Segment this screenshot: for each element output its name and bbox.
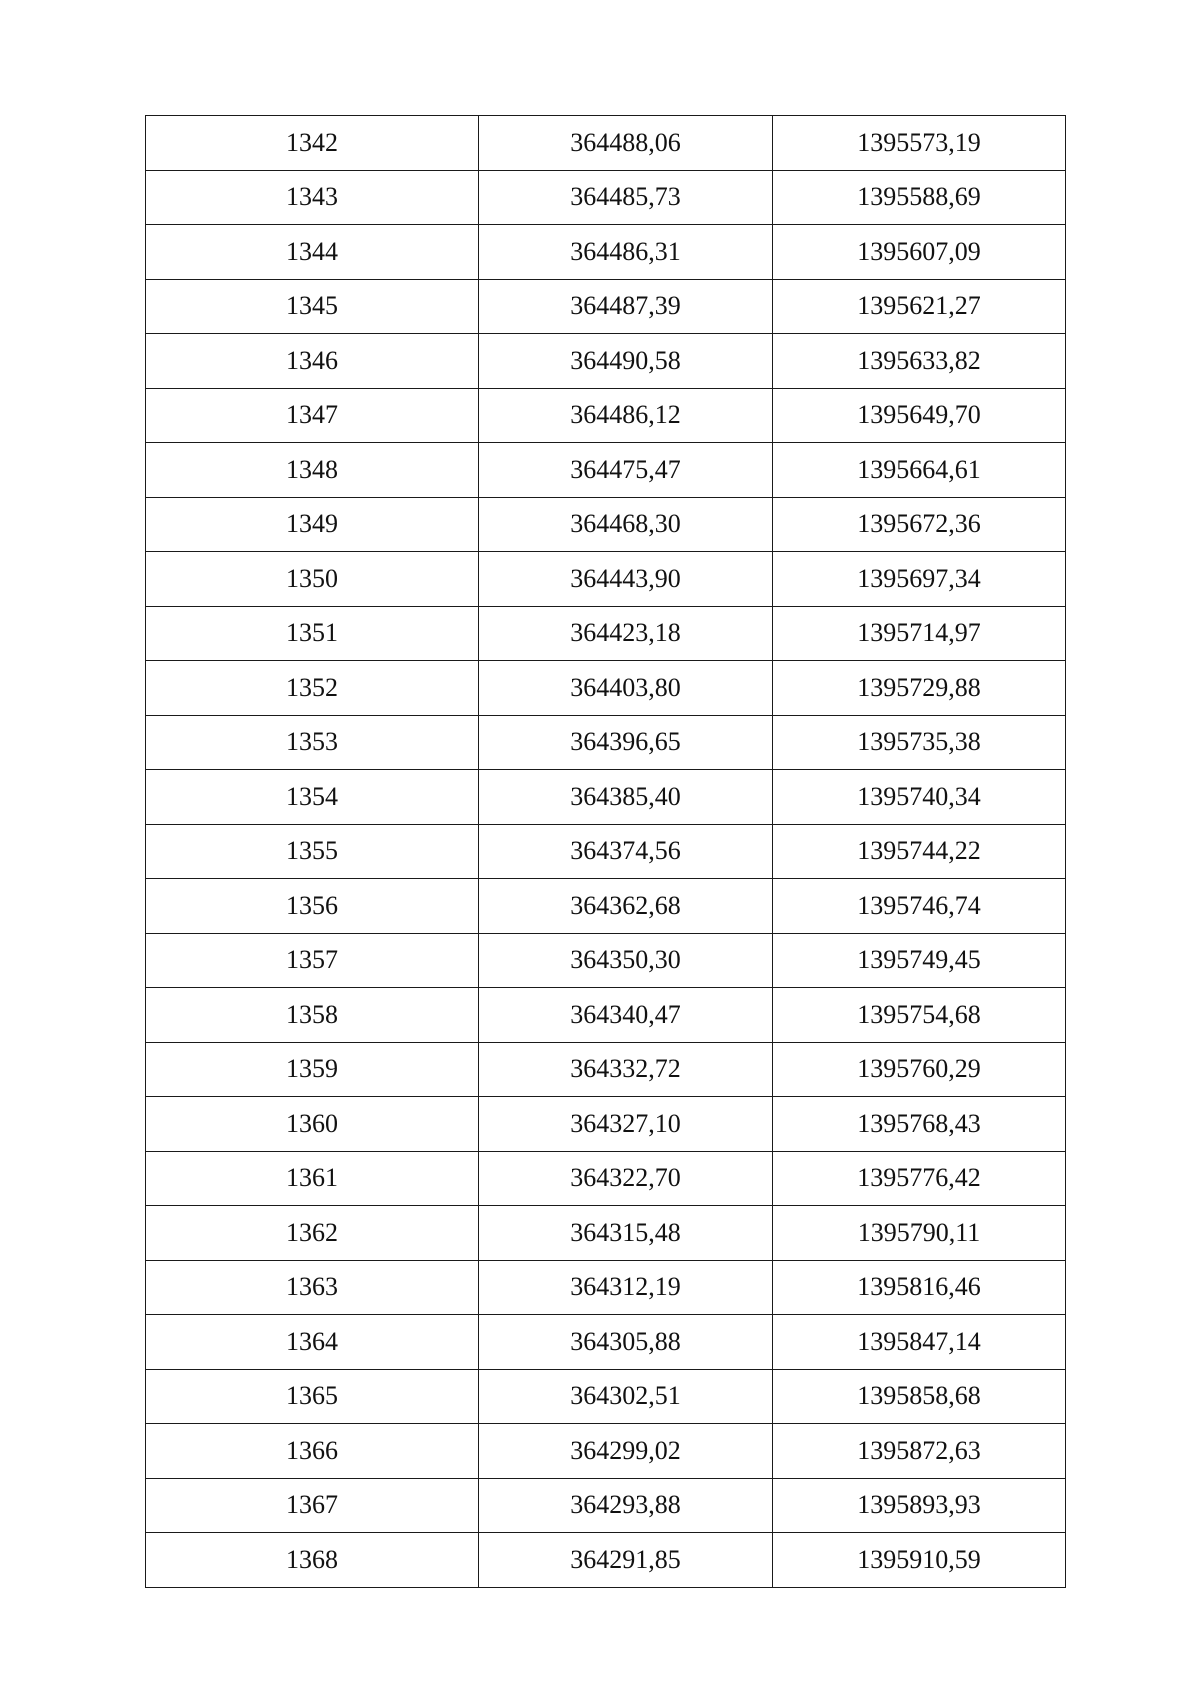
point-number-cell: 1368 <box>146 1533 479 1588</box>
x-coordinate-cell: 364487,39 <box>479 279 773 334</box>
point-number-cell: 1361 <box>146 1151 479 1206</box>
point-number-cell: 1358 <box>146 988 479 1043</box>
table-row <box>146 1533 1066 1588</box>
table-row <box>146 170 1066 225</box>
table-row <box>146 1260 1066 1315</box>
y-coordinate-cell: 1395672,36 <box>773 497 1066 552</box>
table-row <box>146 225 1066 280</box>
table-row <box>146 1424 1066 1479</box>
table-row <box>146 879 1066 934</box>
table-row <box>146 770 1066 825</box>
table-row <box>146 279 1066 334</box>
point-number-cell: 1353 <box>146 715 479 770</box>
y-coordinate-cell: 1395847,14 <box>773 1315 1066 1370</box>
table-row <box>146 1478 1066 1533</box>
point-number-cell: 1350 <box>146 552 479 607</box>
y-coordinate-cell: 1395754,68 <box>773 988 1066 1043</box>
table-row <box>146 1042 1066 1097</box>
y-coordinate-cell: 1395735,38 <box>773 715 1066 770</box>
table-row <box>146 1206 1066 1261</box>
y-coordinate-cell: 1395649,70 <box>773 388 1066 443</box>
point-number-cell: 1346 <box>146 334 479 389</box>
x-coordinate-cell: 364385,40 <box>479 770 773 825</box>
y-coordinate-cell: 1395729,88 <box>773 661 1066 716</box>
x-coordinate-cell: 364332,72 <box>479 1042 773 1097</box>
y-coordinate-cell: 1395749,45 <box>773 933 1066 988</box>
x-coordinate-cell: 364423,18 <box>479 606 773 661</box>
x-coordinate-cell: 364291,85 <box>479 1533 773 1588</box>
point-number-cell: 1345 <box>146 279 479 334</box>
y-coordinate-cell: 1395790,11 <box>773 1206 1066 1261</box>
x-coordinate-cell: 364486,12 <box>479 388 773 443</box>
table-row <box>146 116 1066 171</box>
coordinates-table-body <box>146 116 1066 1588</box>
table-row <box>146 497 1066 552</box>
y-coordinate-cell: 1395816,46 <box>773 1260 1066 1315</box>
point-number-cell: 1348 <box>146 443 479 498</box>
point-number-cell: 1351 <box>146 606 479 661</box>
x-coordinate-cell: 364486,31 <box>479 225 773 280</box>
y-coordinate-cell: 1395746,74 <box>773 879 1066 934</box>
y-coordinate-cell: 1395633,82 <box>773 334 1066 389</box>
point-number-cell: 1352 <box>146 661 479 716</box>
table-row <box>146 552 1066 607</box>
point-number-cell: 1349 <box>146 497 479 552</box>
x-coordinate-cell: 364315,48 <box>479 1206 773 1261</box>
table-row <box>146 1369 1066 1424</box>
point-number-cell: 1343 <box>146 170 479 225</box>
x-coordinate-cell: 364299,02 <box>479 1424 773 1479</box>
point-number-cell: 1356 <box>146 879 479 934</box>
y-coordinate-cell: 1395760,29 <box>773 1042 1066 1097</box>
table-row <box>146 334 1066 389</box>
y-coordinate-cell: 1395740,34 <box>773 770 1066 825</box>
point-number-cell: 1355 <box>146 824 479 879</box>
x-coordinate-cell: 364362,68 <box>479 879 773 934</box>
table-row <box>146 388 1066 443</box>
table-row <box>146 661 1066 716</box>
point-number-cell: 1344 <box>146 225 479 280</box>
x-coordinate-cell: 364396,65 <box>479 715 773 770</box>
x-coordinate-cell: 364302,51 <box>479 1369 773 1424</box>
point-number-cell: 1367 <box>146 1478 479 1533</box>
x-coordinate-cell: 364350,30 <box>479 933 773 988</box>
point-number-cell: 1354 <box>146 770 479 825</box>
table-row <box>146 1097 1066 1152</box>
y-coordinate-cell: 1395664,61 <box>773 443 1066 498</box>
coordinates-table <box>145 115 1066 1588</box>
table-row <box>146 988 1066 1043</box>
y-coordinate-cell: 1395607,09 <box>773 225 1066 280</box>
point-number-cell: 1363 <box>146 1260 479 1315</box>
y-coordinate-cell: 1395858,68 <box>773 1369 1066 1424</box>
x-coordinate-cell: 364475,47 <box>479 443 773 498</box>
y-coordinate-cell: 1395744,22 <box>773 824 1066 879</box>
y-coordinate-cell: 1395776,42 <box>773 1151 1066 1206</box>
x-coordinate-cell: 364490,58 <box>479 334 773 389</box>
y-coordinate-cell: 1395872,63 <box>773 1424 1066 1479</box>
table-row <box>146 443 1066 498</box>
x-coordinate-cell: 364403,80 <box>479 661 773 716</box>
y-coordinate-cell: 1395910,59 <box>773 1533 1066 1588</box>
point-number-cell: 1347 <box>146 388 479 443</box>
table-row <box>146 933 1066 988</box>
point-number-cell: 1362 <box>146 1206 479 1261</box>
point-number-cell: 1366 <box>146 1424 479 1479</box>
point-number-cell: 1365 <box>146 1369 479 1424</box>
x-coordinate-cell: 364374,56 <box>479 824 773 879</box>
x-coordinate-cell: 364443,90 <box>479 552 773 607</box>
x-coordinate-cell: 364468,30 <box>479 497 773 552</box>
y-coordinate-cell: 1395893,93 <box>773 1478 1066 1533</box>
y-coordinate-cell: 1395697,34 <box>773 552 1066 607</box>
point-number-cell: 1360 <box>146 1097 479 1152</box>
point-number-cell: 1342 <box>146 116 479 171</box>
table-row <box>146 824 1066 879</box>
x-coordinate-cell: 364340,47 <box>479 988 773 1043</box>
x-coordinate-cell: 364322,70 <box>479 1151 773 1206</box>
y-coordinate-cell: 1395573,19 <box>773 116 1066 171</box>
x-coordinate-cell: 364305,88 <box>479 1315 773 1370</box>
point-number-cell: 1357 <box>146 933 479 988</box>
x-coordinate-cell: 364485,73 <box>479 170 773 225</box>
table-row <box>146 606 1066 661</box>
table-row <box>146 715 1066 770</box>
table-row <box>146 1315 1066 1370</box>
x-coordinate-cell: 364312,19 <box>479 1260 773 1315</box>
table-row <box>146 1151 1066 1206</box>
y-coordinate-cell: 1395621,27 <box>773 279 1066 334</box>
y-coordinate-cell: 1395768,43 <box>773 1097 1066 1152</box>
x-coordinate-cell: 364327,10 <box>479 1097 773 1152</box>
y-coordinate-cell: 1395588,69 <box>773 170 1066 225</box>
y-coordinate-cell: 1395714,97 <box>773 606 1066 661</box>
point-number-cell: 1359 <box>146 1042 479 1097</box>
x-coordinate-cell: 364488,06 <box>479 116 773 171</box>
point-number-cell: 1364 <box>146 1315 479 1370</box>
x-coordinate-cell: 364293,88 <box>479 1478 773 1533</box>
